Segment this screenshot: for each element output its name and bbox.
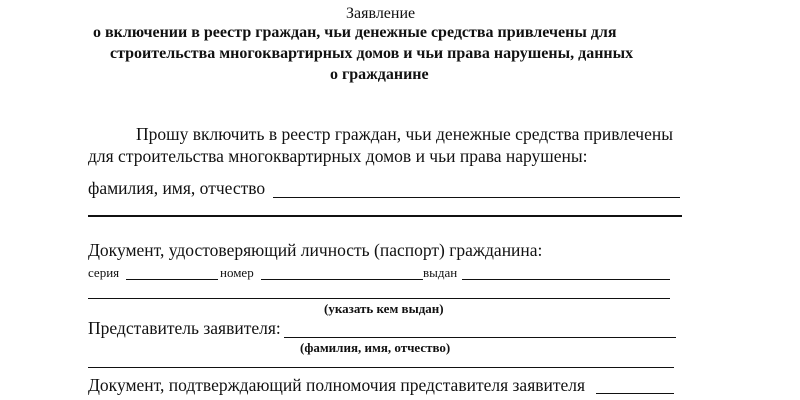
- issued-field[interactable]: [462, 279, 670, 280]
- representative-field-continuation[interactable]: [88, 367, 674, 368]
- id-document-label: Документ, удостоверяющий личность (паспорт) гражданина:: [88, 240, 543, 260]
- number-label: номер: [220, 265, 254, 280]
- request-paragraph-line-2: для строительства многоквартирных домов и чьи права нарушены:: [88, 146, 588, 166]
- series-field[interactable]: [126, 279, 218, 280]
- fio-label: фамилия, имя, отчество: [88, 178, 266, 198]
- issued-label: выдан: [423, 265, 458, 280]
- representative-hint: (фамилия, имя, отчество): [300, 340, 451, 355]
- representative-field[interactable]: [284, 337, 676, 338]
- request-paragraph-line-1: Прошу включить в реестр граждан, чьи денежные средства привлечены: [136, 124, 673, 144]
- fio-field-continuation[interactable]: [88, 215, 682, 217]
- document-subtitle-line-2: строительства многоквартирных домов и чьи права нарушены, данных: [110, 45, 634, 62]
- issued-by-field[interactable]: [88, 298, 670, 299]
- authority-document-label: Документ, подтверждающий полномочия представителя заявителя: [88, 375, 586, 395]
- document-subtitle-line-1: о включении в реестр граждан, чьи денежные средства привлечены для: [93, 24, 617, 41]
- document-title: Заявление: [346, 5, 416, 22]
- series-label: серия: [88, 265, 120, 280]
- fio-field[interactable]: [273, 197, 680, 198]
- representative-label: Представитель заявителя:: [88, 318, 281, 338]
- issued-by-hint: (указать кем выдан): [324, 301, 444, 316]
- number-field[interactable]: [261, 279, 423, 280]
- document-subtitle-line-3: о гражданине: [330, 66, 429, 83]
- authority-document-field[interactable]: [596, 393, 674, 394]
